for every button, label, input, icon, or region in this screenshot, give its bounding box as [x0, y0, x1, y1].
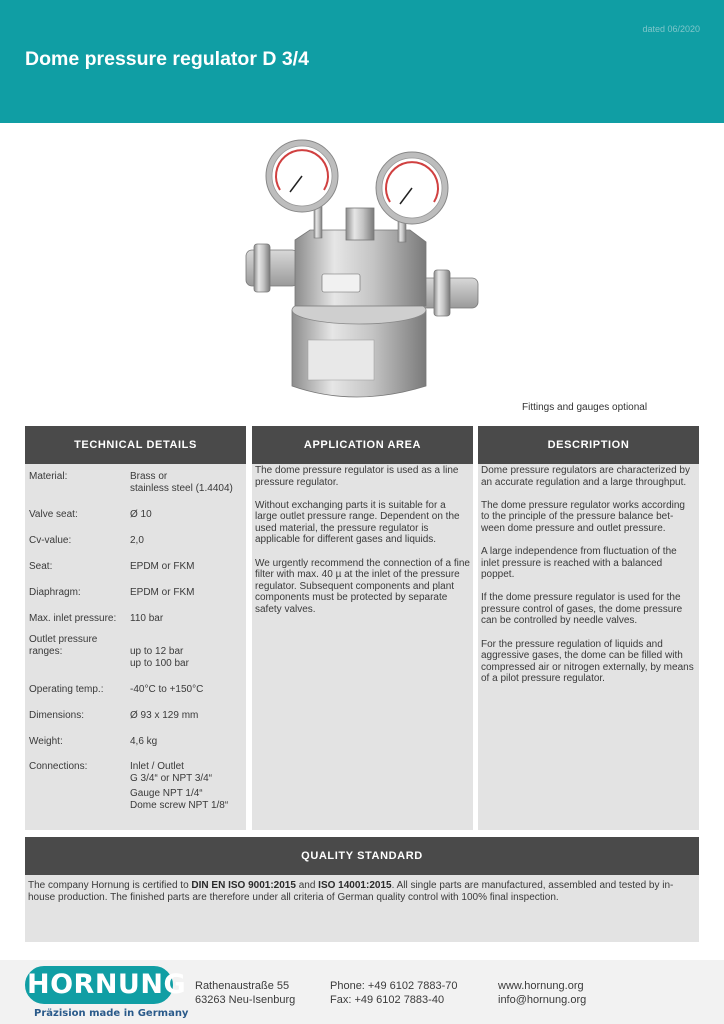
logo-text: HORNUNG: [27, 969, 187, 1000]
page-footer: [0, 960, 724, 1024]
technical-value: 4,6 kg: [130, 736, 158, 747]
description-paragraph: Dome pressure regulators are characterized by an accurate regulation and a large throughput.: [481, 465, 690, 488]
technical-details-panel: [25, 426, 246, 830]
technical-value: Gauge NPT 1/4“ Dome screw NPT 1/8“: [130, 788, 229, 811]
technical-value: up to 12 bar up to 100 bar: [130, 646, 189, 669]
technical-details-heading: TECHNICAL DETAILS: [25, 426, 246, 464]
technical-value: Inlet / Outlet G 3/4“ or NPT 3/4“: [130, 761, 213, 784]
hornung-logo: [25, 966, 187, 1004]
technical-row: [29, 736, 242, 748]
technical-details-list: [25, 464, 246, 812]
image-caption: Fittings and gauges optional: [522, 402, 648, 413]
technical-label: Max. inlet pressure:: [29, 613, 117, 624]
technical-row: [29, 710, 242, 722]
technical-value: EPDM or FKM: [130, 587, 195, 598]
quality-text: and: [295, 880, 319, 891]
contact-block: [330, 979, 458, 1007]
product-image: [240, 138, 490, 406]
description-panel: [478, 426, 699, 830]
quality-standard-text: [25, 875, 699, 904]
application-paragraph: The dome pressure regulator is used as a line pressure regulator.: [255, 465, 459, 488]
online-block: [498, 979, 586, 1007]
technical-row: [29, 761, 242, 785]
technical-label: Cv-value:: [29, 535, 72, 546]
website-link[interactable]: www.hornung.org: [498, 980, 584, 992]
application-paragraph: Without exchanging parts it is suitable for a large outlet pressure range. Dependent on the used material, the pressure regulator is applicable for different gases and liquids.: [255, 499, 460, 546]
description-paragraph: If the dome pressure regulator is used for the pressure control of gases, the dome pressure can be controlled by needle valves.: [481, 592, 683, 627]
application-area-text: [252, 464, 473, 616]
fax-number: Fax: +49 6102 7883-40: [330, 994, 445, 1006]
technical-row: [29, 535, 242, 547]
quality-text: The company Hornung is certified to: [28, 880, 192, 891]
quality-standard-heading: QUALITY STANDARD: [25, 837, 699, 875]
quality-cert-iso14001: ISO 14001:2015: [318, 880, 392, 891]
technical-label: Material:: [29, 471, 68, 482]
technical-row: [29, 561, 242, 573]
technical-row: [29, 587, 242, 599]
application-paragraph: We urgently recommend the connection of a fine filter with max. 40 µ at the inlet of the pressure regulator. Subsequent components and plant components must be protected by separate safety valves.: [255, 557, 470, 615]
technical-row: [29, 471, 242, 495]
description-heading: DESCRIPTION: [478, 426, 699, 464]
quality-text: . All single parts are manufactured, assembled and tested by in-house production. The finished parts are therefore under all criteria of German quality control with 100% final inspection.: [28, 880, 674, 903]
quality-cert-iso9001: DIN EN ISO 9001:2015: [191, 880, 296, 891]
application-area-panel: [252, 426, 473, 830]
email-link[interactable]: info@hornung.org: [498, 994, 587, 1006]
technical-value: 110 bar: [130, 613, 164, 624]
technical-value: -40°C to +150°C: [130, 684, 204, 695]
technical-label: Dimensions:: [29, 710, 85, 721]
technical-label: [29, 788, 130, 812]
technical-label: Seat:: [29, 561, 53, 572]
technical-label: Outlet pressure ranges:: [29, 634, 98, 657]
technical-label: Weight:: [29, 736, 63, 747]
page-header: [0, 0, 724, 123]
logo-tagline: Präzision made in Germany: [34, 1008, 189, 1019]
technical-value: 2,0: [130, 535, 144, 546]
technical-label: Valve seat:: [29, 509, 78, 520]
technical-row: [29, 684, 242, 696]
technical-value: Ø 10: [130, 509, 152, 520]
technical-value: Ø 93 x 129 mm: [130, 710, 199, 721]
technical-row: [29, 613, 242, 625]
technical-value: EPDM or FKM: [130, 561, 195, 572]
description-paragraph: For the pressure regulation of liquids and aggressive gases, the dome can be filled with compressed air or nitrogen externally, by means of a pilot pressure regulator.: [481, 638, 694, 685]
technical-row: [29, 634, 242, 670]
address-block: [195, 979, 295, 1007]
address-street: Rathenaustraße 55: [195, 980, 290, 992]
technical-label: Diaphragm:: [29, 587, 81, 598]
technical-value: Brass or stainless steel (1.4404): [130, 471, 233, 494]
description-text: [478, 464, 699, 685]
technical-label: Operating temp.:: [29, 684, 104, 695]
date-label: dated 06/2020: [642, 24, 700, 34]
description-paragraph: The dome pressure regulator works according to the principle of the pressure balance bet-ween dome pressure and outlet pressure.: [481, 499, 685, 534]
phone-number: Phone: +49 6102 7883-70: [330, 980, 458, 992]
description-paragraph: A large independence from fluctuation of the inlet pressure is reached with a balanced poppet.: [481, 545, 677, 581]
technical-label: Connections:: [29, 761, 88, 772]
quality-standard-panel: [25, 837, 699, 942]
technical-row: [29, 509, 242, 521]
address-city: 63263 Neu-Isenburg: [195, 994, 296, 1006]
page-title: Dome pressure regulator D 3/4: [25, 48, 309, 70]
technical-row: [29, 788, 242, 812]
application-area-heading: APPLICATION AREA: [252, 426, 473, 464]
